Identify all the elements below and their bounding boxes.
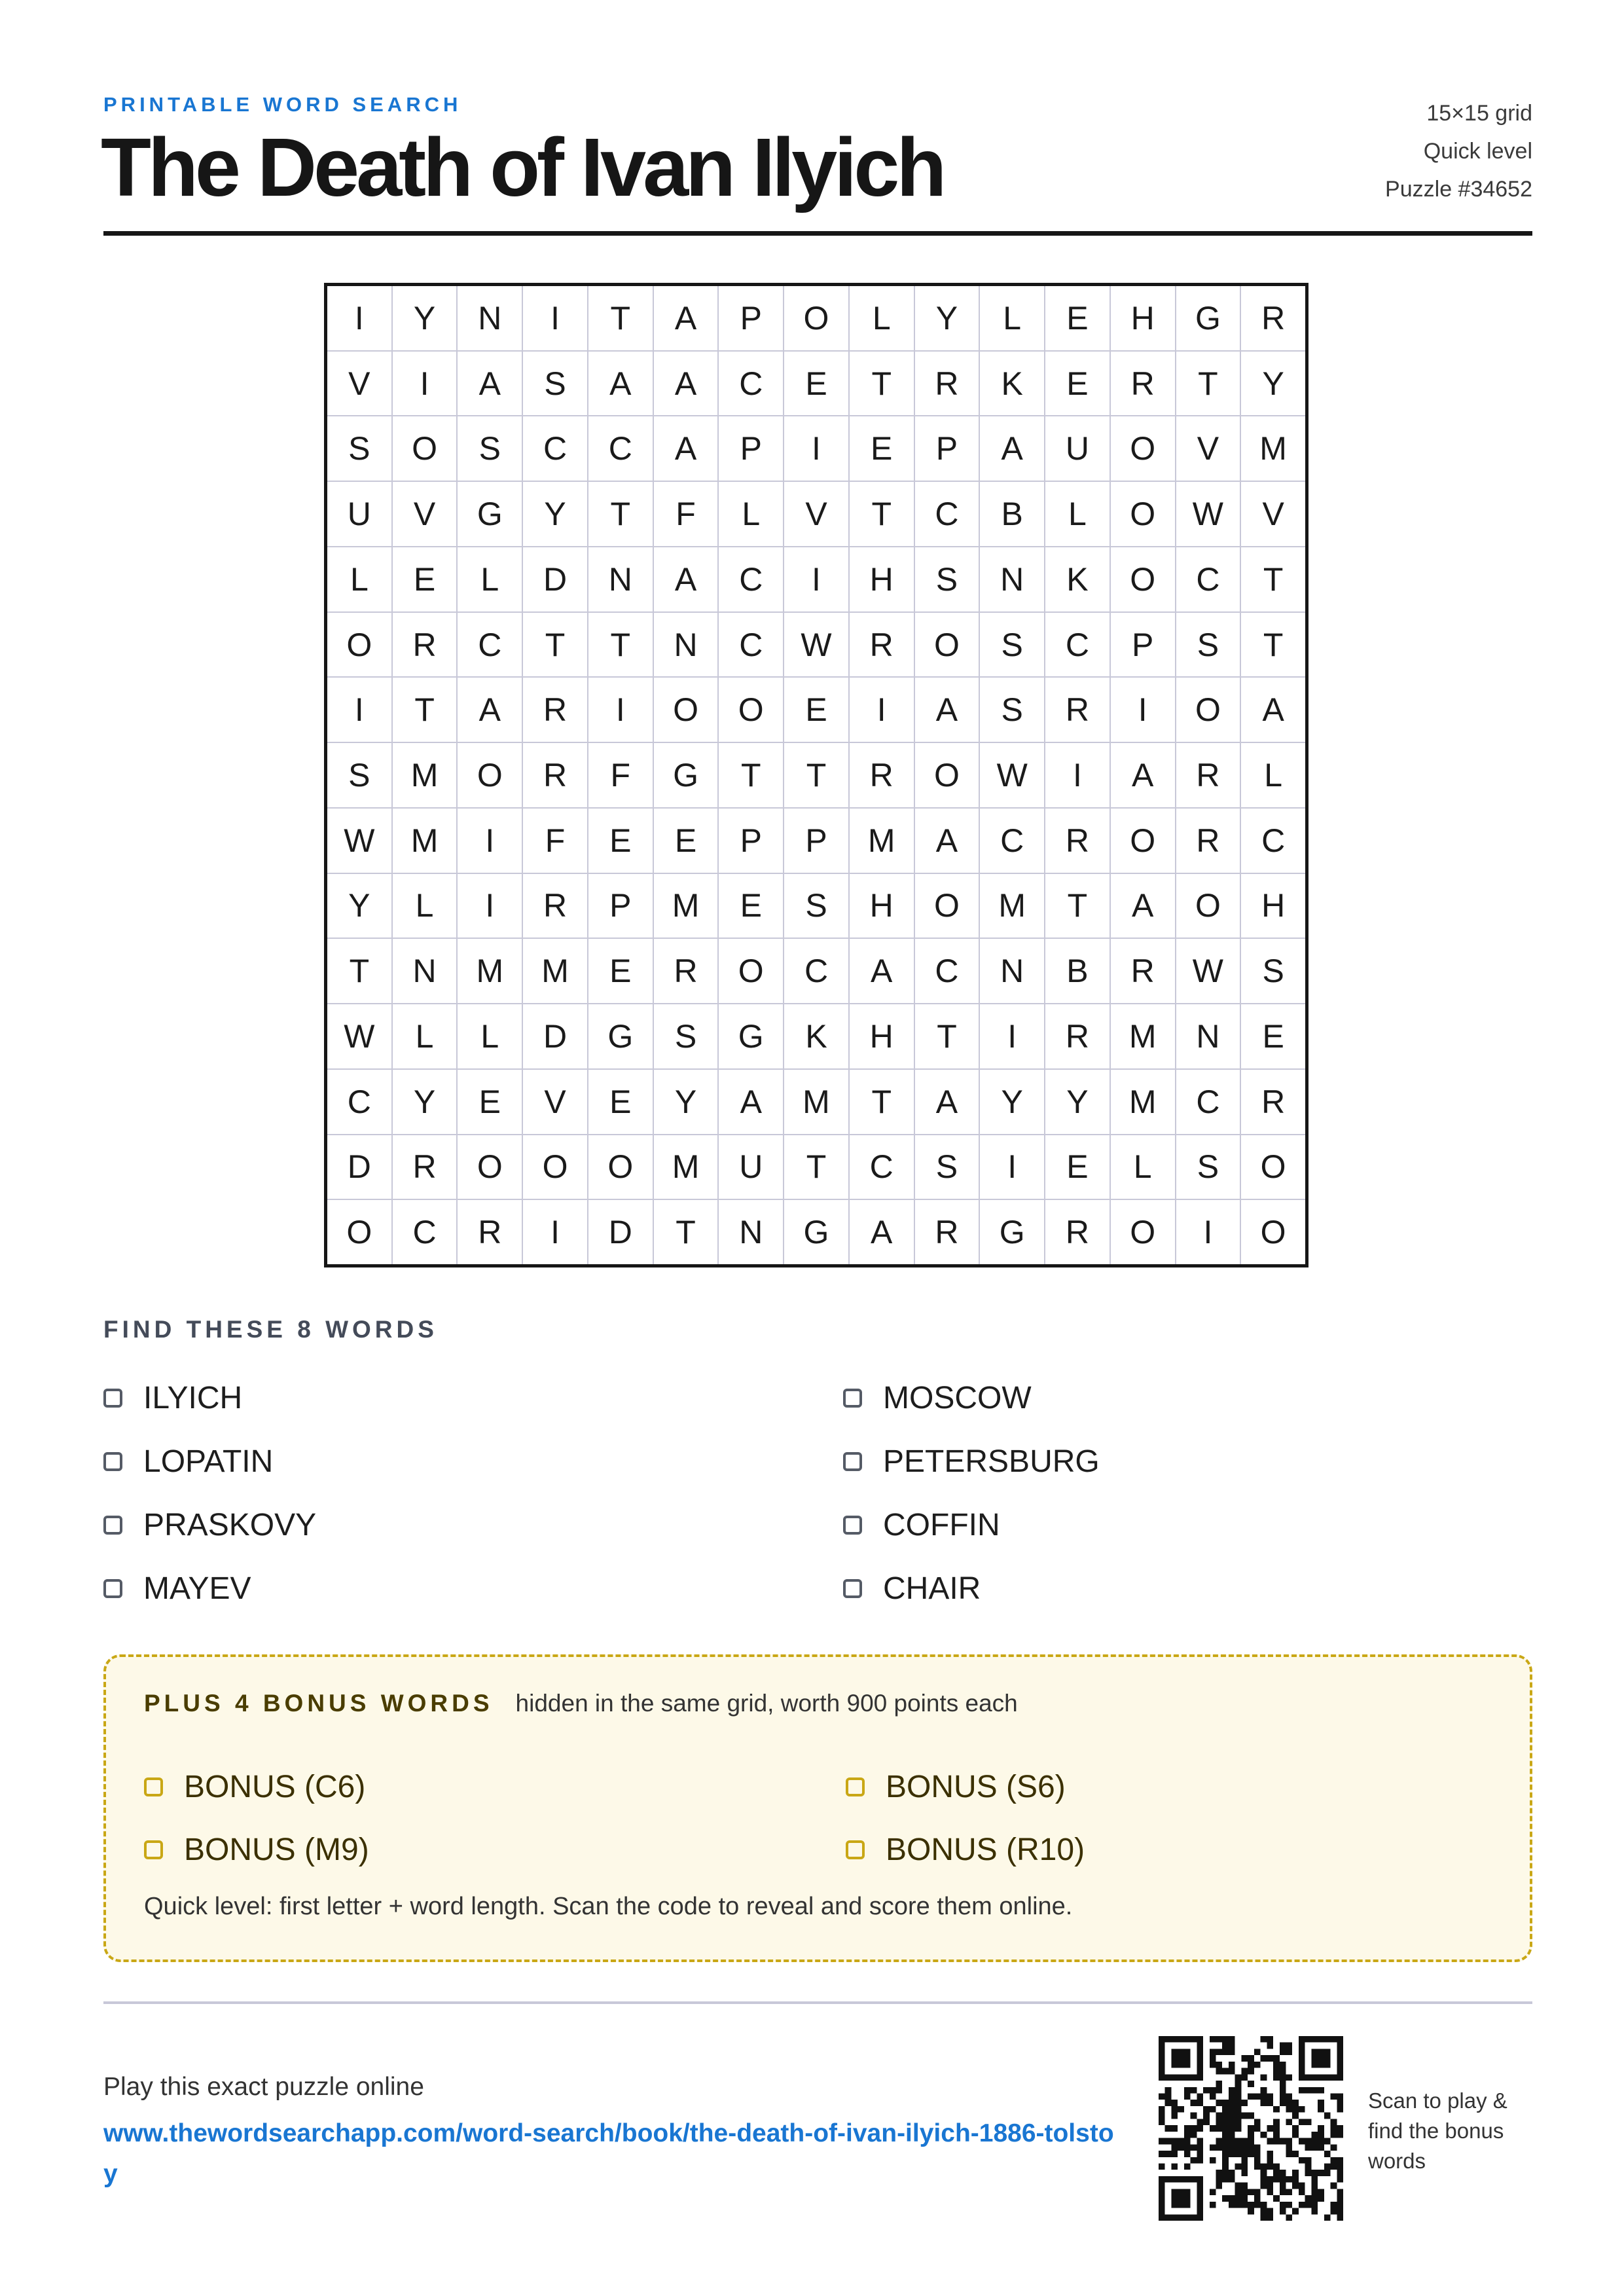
grid-cell[interactable]: K	[784, 1004, 848, 1068]
word-label: MAYEV	[143, 1571, 251, 1606]
grid-cell[interactable]: I	[784, 547, 848, 611]
grid-cell[interactable]: U	[327, 482, 391, 546]
grid-cell[interactable]: V	[327, 352, 391, 416]
grid-cell[interactable]: A	[654, 416, 718, 481]
grid-cell[interactable]: P	[915, 416, 979, 481]
checkbox-icon[interactable]	[846, 1777, 865, 1796]
grid-cell[interactable]: C	[719, 352, 783, 416]
grid-cell[interactable]: I	[980, 1004, 1044, 1068]
grid-cell[interactable]: S	[784, 874, 848, 938]
bonus-title: PLUS 4 BONUS WORDS	[144, 1690, 494, 1717]
grid-cell[interactable]: H	[850, 874, 914, 938]
grid-cell[interactable]: M	[654, 874, 718, 938]
grid-cell[interactable]: M	[1241, 416, 1305, 481]
grid-cell[interactable]: V	[393, 482, 457, 546]
grid-cell[interactable]: R	[1045, 678, 1110, 742]
grid-cell[interactable]: G	[458, 482, 522, 546]
grid-cell[interactable]: I	[458, 809, 522, 873]
grid-cell[interactable]: H	[1241, 874, 1305, 938]
grid-cell[interactable]: P	[719, 286, 783, 350]
checkbox-icon[interactable]	[144, 1840, 163, 1859]
grid-cell[interactable]: H	[1111, 286, 1175, 350]
grid-cell[interactable]: V	[1241, 482, 1305, 546]
grid-cell[interactable]: T	[1045, 874, 1110, 938]
grid-cell[interactable]: T	[1241, 547, 1305, 611]
grid-cell[interactable]: W	[327, 1004, 391, 1068]
grid-cell[interactable]: C	[719, 547, 783, 611]
grid-cell[interactable]: V	[1176, 416, 1240, 481]
footer-divider	[103, 2001, 1532, 2004]
checkbox-icon[interactable]	[843, 1389, 862, 1408]
grid-cell[interactable]: W	[1176, 482, 1240, 546]
grid-cell[interactable]: C	[915, 939, 979, 1003]
checkbox-icon[interactable]	[103, 1389, 122, 1408]
grid-cell[interactable]: O	[458, 743, 522, 807]
grid-cell[interactable]: G	[719, 1004, 783, 1068]
checkbox-icon[interactable]	[103, 1516, 122, 1535]
bonus-word-list	[144, 1755, 1492, 1881]
grid-cell[interactable]: L	[1111, 1135, 1175, 1199]
word-label: MOSCOW	[883, 1381, 1032, 1415]
grid-cell[interactable]: G	[784, 1200, 848, 1264]
word-item[interactable]	[843, 1366, 1532, 1430]
grid-cell[interactable]: R	[1111, 352, 1175, 416]
grid-cell[interactable]: C	[1176, 1070, 1240, 1134]
scan-instructions: Scan to play & find the bonus words	[1368, 2088, 1507, 2173]
grid-cell[interactable]: O	[1111, 1200, 1175, 1264]
grid-cell[interactable]: R	[1241, 286, 1305, 350]
grid-cell[interactable]: E	[588, 1070, 653, 1134]
grid-cell[interactable]: I	[327, 286, 391, 350]
grid-cell[interactable]: I	[588, 678, 653, 742]
grid-cell[interactable]: L	[393, 874, 457, 938]
grid-cell[interactable]: H	[850, 1004, 914, 1068]
grid-cell[interactable]: O	[1111, 547, 1175, 611]
grid-cell[interactable]: R	[1176, 743, 1240, 807]
grid-cell[interactable]: E	[850, 416, 914, 481]
grid-cell[interactable]: T	[393, 678, 457, 742]
grid-cell[interactable]: H	[850, 547, 914, 611]
grid-cell[interactable]: L	[327, 547, 391, 611]
grid-cell[interactable]: L	[980, 286, 1044, 350]
grid-cell[interactable]: N	[719, 1200, 783, 1264]
grid-cell[interactable]: I	[458, 874, 522, 938]
grid-cell[interactable]: K	[1045, 547, 1110, 611]
header-divider	[103, 231, 1532, 236]
grid-cell[interactable]: Y	[1241, 352, 1305, 416]
grid-cell[interactable]: E	[1045, 352, 1110, 416]
grid-cell[interactable]: O	[1176, 678, 1240, 742]
grid-cell[interactable]: L	[850, 286, 914, 350]
grid-cell[interactable]: A	[1111, 743, 1175, 807]
grid-cell[interactable]: O	[1241, 1200, 1305, 1264]
grid-cell[interactable]: M	[850, 809, 914, 873]
grid-cell[interactable]: R	[1111, 939, 1175, 1003]
grid-cell[interactable]: O	[523, 1135, 587, 1199]
grid-cell[interactable]: W	[784, 613, 848, 677]
grid-cell[interactable]: U	[1045, 416, 1110, 481]
grid-size-label: 15×15 grid	[1426, 101, 1532, 126]
grid-cell[interactable]: E	[588, 939, 653, 1003]
grid-cell[interactable]: K	[980, 352, 1044, 416]
grid-cell[interactable]: S	[1176, 613, 1240, 677]
grid-cell[interactable]: P	[588, 874, 653, 938]
bonus-word-label: BONUS (M9)	[184, 1832, 369, 1867]
grid-cell[interactable]: O	[1111, 809, 1175, 873]
grid-cell[interactable]: W	[327, 809, 391, 873]
grid-cell[interactable]: I	[1111, 678, 1175, 742]
grid-cell[interactable]: A	[458, 678, 522, 742]
grid-cell[interactable]: L	[458, 1004, 522, 1068]
word-item[interactable]	[843, 1493, 1532, 1557]
grid-cell[interactable]: M	[1111, 1004, 1175, 1068]
grid-cell[interactable]: C	[1176, 547, 1240, 611]
grid-cell[interactable]: O	[654, 678, 718, 742]
grid-cell[interactable]: A	[654, 547, 718, 611]
grid-cell[interactable]: G	[654, 743, 718, 807]
grid-cell[interactable]: N	[393, 939, 457, 1003]
grid-cell[interactable]: O	[719, 678, 783, 742]
word-label: COFFIN	[883, 1508, 1000, 1542]
grid-cell[interactable]: A	[915, 1070, 979, 1134]
grid-cell[interactable]: S	[327, 416, 391, 481]
grid-cell[interactable]: S	[327, 743, 391, 807]
grid-cell[interactable]: C	[458, 613, 522, 677]
grid-cell[interactable]: L	[719, 482, 783, 546]
bonus-word-item[interactable]	[846, 1755, 1492, 1818]
grid-cell[interactable]: F	[523, 809, 587, 873]
grid-cell[interactable]: L	[1045, 482, 1110, 546]
grid-cell[interactable]: G	[1176, 286, 1240, 350]
grid-cell[interactable]: S	[980, 613, 1044, 677]
bonus-word-label: BONUS (R10)	[886, 1832, 1085, 1867]
grid-cell[interactable]: V	[523, 1070, 587, 1134]
grid-cell[interactable]: Y	[654, 1070, 718, 1134]
grid-cell[interactable]: R	[523, 678, 587, 742]
word-item[interactable]	[843, 1557, 1532, 1620]
grid-cell[interactable]: F	[588, 743, 653, 807]
grid-cell[interactable]: E	[1045, 286, 1110, 350]
grid-cell[interactable]: I	[523, 286, 587, 350]
grid-cell[interactable]: A	[719, 1070, 783, 1134]
grid-cell[interactable]: S	[1241, 939, 1305, 1003]
page-kicker: PRINTABLE WORD SEARCH	[103, 93, 462, 116]
grid-cell[interactable]: Y	[393, 1070, 457, 1134]
word-list	[103, 1366, 1532, 1620]
grid-cell[interactable]: M	[654, 1135, 718, 1199]
grid-cell[interactable]: M	[458, 939, 522, 1003]
bonus-note: Quick level: first letter + word length. Scan the code to reveal and score them online.	[144, 1893, 1073, 1920]
bonus-panel	[103, 1654, 1532, 1962]
grid-cell[interactable]: A	[1111, 874, 1175, 938]
grid-cell[interactable]: A	[980, 416, 1044, 481]
grid-cell[interactable]: I	[980, 1135, 1044, 1199]
grid-cell[interactable]: O	[719, 939, 783, 1003]
grid-cell[interactable]: R	[654, 939, 718, 1003]
grid-cell[interactable]: E	[458, 1070, 522, 1134]
grid-cell[interactable]: M	[1111, 1070, 1175, 1134]
grid-cell[interactable]: O	[393, 416, 457, 481]
grid-cell[interactable]: G	[588, 1004, 653, 1068]
grid-cell[interactable]: O	[327, 1200, 391, 1264]
grid-cell[interactable]: M	[523, 939, 587, 1003]
grid-cell[interactable]: D	[327, 1135, 391, 1199]
grid-cell[interactable]: I	[327, 678, 391, 742]
word-item[interactable]	[103, 1493, 843, 1557]
grid-cell[interactable]: E	[1241, 1004, 1305, 1068]
grid-cell[interactable]: O	[784, 286, 848, 350]
grid-cell[interactable]: A	[654, 286, 718, 350]
grid-cell[interactable]: A	[850, 939, 914, 1003]
checkbox-icon[interactable]	[103, 1452, 122, 1471]
grid-cell[interactable]: Y	[980, 1070, 1044, 1134]
grid-cell[interactable]: O	[1176, 874, 1240, 938]
grid-cell[interactable]: S	[915, 547, 979, 611]
grid-cell[interactable]: C	[850, 1135, 914, 1199]
grid-cell[interactable]: Y	[327, 874, 391, 938]
bonus-word-item[interactable]	[846, 1818, 1492, 1881]
grid-cell[interactable]: W	[980, 743, 1044, 807]
grid-cell[interactable]: I	[393, 352, 457, 416]
grid-cell[interactable]: M	[980, 874, 1044, 938]
grid-cell[interactable]: T	[915, 1004, 979, 1068]
word-label: PETERSBURG	[883, 1444, 1100, 1479]
grid-cell[interactable]: P	[1111, 613, 1175, 677]
grid-cell[interactable]: C	[915, 482, 979, 546]
grid-cell[interactable]: E	[784, 352, 848, 416]
grid-cell[interactable]: A	[915, 678, 979, 742]
grid-cell[interactable]: E	[654, 809, 718, 873]
grid-cell[interactable]: R	[850, 743, 914, 807]
grid-cell[interactable]: Y	[1045, 1070, 1110, 1134]
grid-cell[interactable]: T	[588, 613, 653, 677]
word-list-title: FIND THESE 8 WORDS	[103, 1316, 438, 1343]
grid-cell[interactable]: D	[523, 547, 587, 611]
grid-cell[interactable]: N	[980, 939, 1044, 1003]
grid-cell[interactable]: S	[915, 1135, 979, 1199]
grid-cell[interactable]: N	[1176, 1004, 1240, 1068]
grid-cell[interactable]: C	[393, 1200, 457, 1264]
grid-cell[interactable]: M	[393, 743, 457, 807]
puzzle-meta	[1385, 94, 1532, 208]
grid-cell[interactable]: N	[588, 547, 653, 611]
grid-cell[interactable]: T	[719, 743, 783, 807]
grid-cell[interactable]: B	[980, 482, 1044, 546]
grid-cell[interactable]: N	[980, 547, 1044, 611]
grid-cell[interactable]: G	[980, 1200, 1044, 1264]
grid-cell[interactable]: O	[915, 743, 979, 807]
grid-cell[interactable]: R	[523, 743, 587, 807]
grid-cell[interactable]: C	[784, 939, 848, 1003]
grid-cell[interactable]: P	[719, 809, 783, 873]
grid-cell[interactable]: I	[850, 678, 914, 742]
grid-cell[interactable]: A	[850, 1200, 914, 1264]
grid-cell[interactable]: O	[1111, 482, 1175, 546]
grid-cell[interactable]: T	[1176, 352, 1240, 416]
grid-cell[interactable]: E	[719, 874, 783, 938]
grid-cell[interactable]: O	[1241, 1135, 1305, 1199]
bonus-header	[144, 1690, 1018, 1717]
qr-code-icon[interactable]	[1159, 2036, 1343, 2221]
grid-cell[interactable]: C	[1241, 809, 1305, 873]
grid-cell[interactable]: N	[458, 286, 522, 350]
word-label: PRASKOVY	[143, 1508, 317, 1542]
grid-cell[interactable]: T	[850, 482, 914, 546]
grid-cell[interactable]: A	[1241, 678, 1305, 742]
grid-cell[interactable]: B	[1045, 939, 1110, 1003]
grid-cell[interactable]: O	[915, 874, 979, 938]
grid-cell[interactable]: T	[588, 286, 653, 350]
grid-cell[interactable]: E	[1045, 1135, 1110, 1199]
grid-cell[interactable]: R	[1176, 809, 1240, 873]
grid-cell[interactable]: E	[784, 678, 848, 742]
grid-cell[interactable]: A	[458, 352, 522, 416]
bonus-subtitle: hidden in the same grid, worth 900 points each	[515, 1690, 1018, 1717]
grid-cell[interactable]: D	[523, 1004, 587, 1068]
grid-cell[interactable]: Y	[523, 482, 587, 546]
grid-cell[interactable]: I	[1045, 743, 1110, 807]
grid-cell[interactable]: S	[1176, 1135, 1240, 1199]
grid-cell[interactable]: S	[980, 678, 1044, 742]
checkbox-icon[interactable]	[843, 1579, 862, 1598]
grid-cell[interactable]: O	[915, 613, 979, 677]
grid-cell[interactable]: R	[1241, 1070, 1305, 1134]
word-item[interactable]	[843, 1430, 1532, 1493]
grid-cell[interactable]: I	[523, 1200, 587, 1264]
word-item[interactable]	[103, 1430, 843, 1493]
grid-cell[interactable]: C	[719, 613, 783, 677]
grid-cell[interactable]: P	[784, 809, 848, 873]
word-item[interactable]	[103, 1366, 843, 1430]
grid-cell[interactable]: I	[784, 416, 848, 481]
bonus-word-item[interactable]	[144, 1818, 846, 1881]
grid-cell[interactable]: C	[523, 416, 587, 481]
grid-cell[interactable]: C	[1045, 613, 1110, 677]
grid-cell[interactable]: A	[915, 809, 979, 873]
grid-cell[interactable]: E	[393, 547, 457, 611]
letter-grid	[324, 283, 1308, 1267]
grid-cell[interactable]: O	[588, 1135, 653, 1199]
grid-cell[interactable]: A	[654, 352, 718, 416]
grid-cell[interactable]: T	[588, 482, 653, 546]
grid-cell[interactable]: L	[393, 1004, 457, 1068]
grid-cell[interactable]: T	[523, 613, 587, 677]
checkbox-icon[interactable]	[843, 1452, 862, 1471]
bonus-word-item[interactable]	[144, 1755, 846, 1818]
grid-cell[interactable]: U	[719, 1135, 783, 1199]
word-label: CHAIR	[883, 1571, 981, 1606]
grid-cell[interactable]: T	[850, 352, 914, 416]
grid-cell[interactable]: R	[458, 1200, 522, 1264]
grid-cell[interactable]: T	[1241, 613, 1305, 677]
grid-cell[interactable]: R	[850, 613, 914, 677]
grid-cell[interactable]: S	[523, 352, 587, 416]
checkbox-icon[interactable]	[144, 1777, 163, 1796]
grid-cell[interactable]: T	[654, 1200, 718, 1264]
checkbox-icon[interactable]	[843, 1516, 862, 1535]
grid-cell[interactable]: T	[327, 939, 391, 1003]
grid-cell[interactable]: O	[1111, 416, 1175, 481]
grid-cell[interactable]: M	[393, 809, 457, 873]
grid-cell[interactable]: C	[327, 1070, 391, 1134]
grid-cell[interactable]: Y	[393, 286, 457, 350]
grid-cell[interactable]: C	[980, 809, 1044, 873]
grid-cell[interactable]: R	[1045, 1004, 1110, 1068]
grid-cell[interactable]: R	[523, 874, 587, 938]
grid-cell[interactable]: L	[458, 547, 522, 611]
page-title: The Death of Ivan Ilyich	[101, 121, 944, 213]
grid-cell[interactable]: R	[915, 352, 979, 416]
grid-cell[interactable]: M	[784, 1070, 848, 1134]
bonus-word-label: BONUS (C6)	[184, 1769, 366, 1804]
grid-cell[interactable]: I	[1176, 1200, 1240, 1264]
grid-cell[interactable]: W	[1176, 939, 1240, 1003]
word-label: LOPATIN	[143, 1444, 274, 1479]
level-label: Quick level	[1423, 139, 1532, 164]
grid-cell[interactable]: R	[393, 613, 457, 677]
checkbox-icon[interactable]	[103, 1579, 122, 1598]
grid-cell[interactable]: F	[654, 482, 718, 546]
grid-cell[interactable]: P	[719, 416, 783, 481]
grid-cell[interactable]: C	[588, 416, 653, 481]
grid-cell[interactable]: O	[327, 613, 391, 677]
grid-cell[interactable]: S	[458, 416, 522, 481]
grid-cell[interactable]: R	[393, 1135, 457, 1199]
grid-cell[interactable]: T	[850, 1070, 914, 1134]
grid-cell[interactable]: N	[654, 613, 718, 677]
grid-cell[interactable]: R	[1045, 809, 1110, 873]
checkbox-icon[interactable]	[846, 1840, 865, 1859]
grid-cell[interactable]: T	[784, 743, 848, 807]
puzzle-id-label: Puzzle #34652	[1385, 177, 1532, 202]
bonus-word-label: BONUS (S6)	[886, 1769, 1066, 1804]
word-label: ILYICH	[143, 1381, 243, 1415]
grid-cell[interactable]: O	[458, 1135, 522, 1199]
grid-cell[interactable]: R	[1045, 1200, 1110, 1264]
grid-cell[interactable]: L	[1241, 743, 1305, 807]
grid-cell[interactable]: E	[588, 809, 653, 873]
grid-cell[interactable]: Y	[915, 286, 979, 350]
grid-cell[interactable]: D	[588, 1200, 653, 1264]
grid-cell[interactable]: S	[654, 1004, 718, 1068]
play-online-text: Play this exact puzzle online	[103, 2073, 424, 2101]
grid-cell[interactable]: V	[784, 482, 848, 546]
word-item[interactable]	[103, 1557, 843, 1620]
grid-cell[interactable]: T	[784, 1135, 848, 1199]
grid-cell[interactable]: R	[915, 1200, 979, 1264]
grid-cell[interactable]: A	[588, 352, 653, 416]
puzzle-url-link[interactable]: www.thewordsearchapp.com/word-search/book/the-death-of-ivan-ilyich-1886-tolstoy	[103, 2119, 1114, 2188]
